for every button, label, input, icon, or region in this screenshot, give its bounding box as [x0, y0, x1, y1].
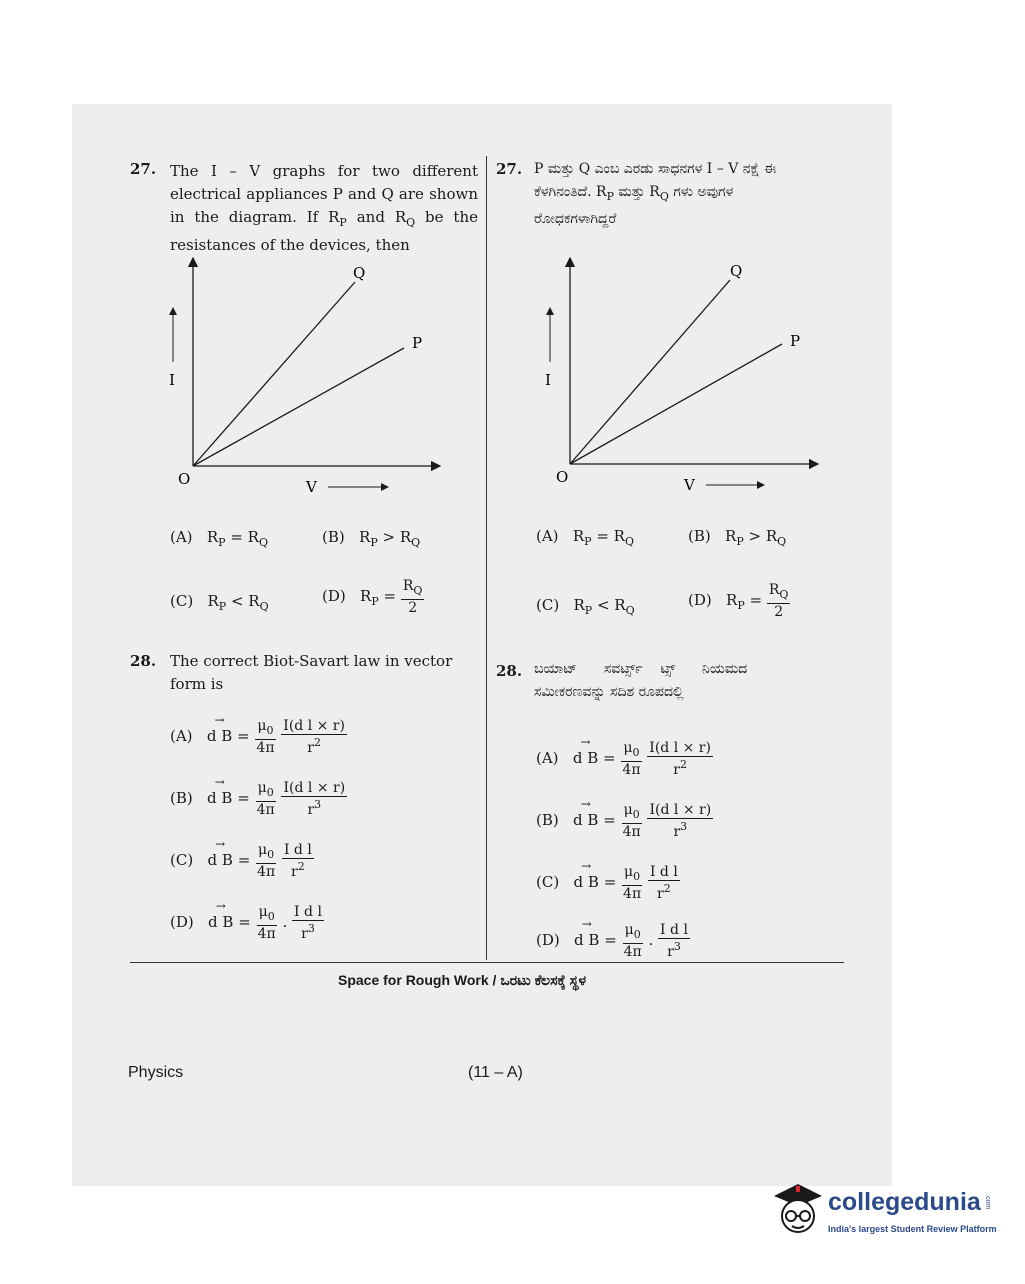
q27-option-d-en: (D) $R_P$ = $\frac{R_Q}{2}$ — [322, 578, 423, 616]
q27-option-c-en: (C) $R_P < R_Q$ — [170, 592, 269, 613]
label-p: P — [790, 332, 801, 350]
y-axis-label: I — [169, 371, 175, 389]
label-q: Q — [353, 264, 366, 282]
footer-subject: Physics — [128, 1064, 184, 1081]
column-divider — [486, 156, 487, 960]
q28-number-kn: 28. — [496, 662, 523, 680]
x-axis-label: V — [306, 478, 317, 496]
rough-work-divider — [130, 962, 844, 963]
rough-work-label: Space for Rough Work / ಒರಟು ಕೆಲಸಕ್ಕೆ ಸ್ಥಳ — [338, 972, 587, 988]
q28-option-c-en: (C) → d B = $\frac{\mu_0}{4\pi}$ $\frac{\text{I d l}}{r^2}$ — [170, 842, 314, 880]
line-p — [570, 344, 782, 464]
q27-iv-graph-en — [160, 252, 460, 506]
q28-option-a-kn: (A) → d B = $\frac{\mu_0}{4\pi}$ $\frac{\text{I(d l × r)}}{r^2}$ — [536, 740, 713, 778]
origin-label: O — [178, 470, 191, 488]
q27-text-en: The I – V graphs for two different electrical appliances P and Q are shown in the diagram. If $R_P$ and $R_Q$ be the resistances of the devices, then — [170, 162, 478, 254]
q28-option-d-kn: (D) → d B = $\frac{\mu_0}{4\pi}$ . $\frac{\text{I d l}}{r^3}$ — [536, 922, 690, 960]
q27-number-en: 27. — [130, 160, 157, 178]
q27-option-b-en: (B) $R_P > R_Q$ — [322, 528, 421, 549]
q27-number-kn: 27. — [496, 160, 523, 178]
q28-option-b-kn: (B) → d B = $\frac{\mu_0}{4\pi}$ $\frac{\text{I(d l × r)}}{r^3}$ — [536, 802, 713, 840]
q28-option-a-en: (A) → d B = $\frac{\mu_0}{4\pi}$ $\frac{\text{I(d l × r)}}{r^2}$ — [170, 718, 347, 756]
q28-number-en: 28. — [130, 652, 157, 670]
q27-text-kn: P ಮತ್ತು Q ಎಂಬ ಎರಡು ಸಾಧನಗಳ I – V ನಕ್ಷೆ ಈ ಕೆಳಗಿನಂತಿದೆ. $R_P$ ಮತ್ತು $R_Q$ ಗಳು ಅವುಗಳ ರೋಧಕಗಳಾಗಿದ್ದರೆ — [534, 161, 777, 227]
origin-label: O — [556, 468, 569, 486]
q27-option-b-kn: (B) $R_P > R_Q$ — [688, 527, 787, 548]
q27-option-a-kn: (A) $R_P = R_Q$ — [536, 527, 634, 548]
x-axis-label: V — [684, 476, 695, 494]
y-axis-label: I — [545, 371, 551, 389]
label-p: P — [412, 334, 423, 352]
line-q — [570, 280, 730, 464]
line-q — [193, 282, 355, 466]
q27-option-a-en: (A) $R_P = R_Q$ — [170, 528, 268, 549]
line-p — [193, 348, 404, 466]
q28-option-c-kn: (C) → d B = $\frac{\mu_0}{4\pi}$ $\frac{\text{I d l}}{r^2}$ — [536, 864, 680, 902]
q27-option-d-kn: (D) $R_P$ = $\frac{R_Q}{2}$ — [688, 582, 789, 620]
logo-suffix: .com — [984, 1194, 991, 1210]
q27-iv-graph-kn — [534, 252, 834, 506]
q28-text-kn: ಬಯಾಟ್ ಸವರ್ಟ್ಸ್ ಟ್ಸ್ ನಿಯಮದ ಸಮೀಕರಣವನ್ನು ಸದಿಶ ರೂಪದಲ್ಲಿ — [534, 661, 748, 700]
logo-wordmark: collegedunia — [828, 1188, 981, 1216]
label-q: Q — [730, 262, 743, 280]
mascot-icon — [770, 1180, 826, 1242]
footer-page-number: (11 – A) — [468, 1064, 523, 1081]
logo-tagline: India's largest Student Review Platform — [828, 1224, 997, 1234]
q28-text-en: The correct Biot-Savart law in vector form is — [170, 652, 453, 693]
q28-option-b-en: (B) → d B = $\frac{\mu_0}{4\pi}$ $\frac{\text{I(d l × r)}}{r^3}$ — [170, 780, 347, 818]
q28-option-d-en: (D) → d B = $\frac{\mu_0}{4\pi}$ . $\frac{\text{I d l}}{r^3}$ — [170, 904, 324, 942]
q27-option-c-kn: (C) $R_P < R_Q$ — [536, 596, 635, 617]
collegedunia-logo — [770, 1180, 1000, 1250]
